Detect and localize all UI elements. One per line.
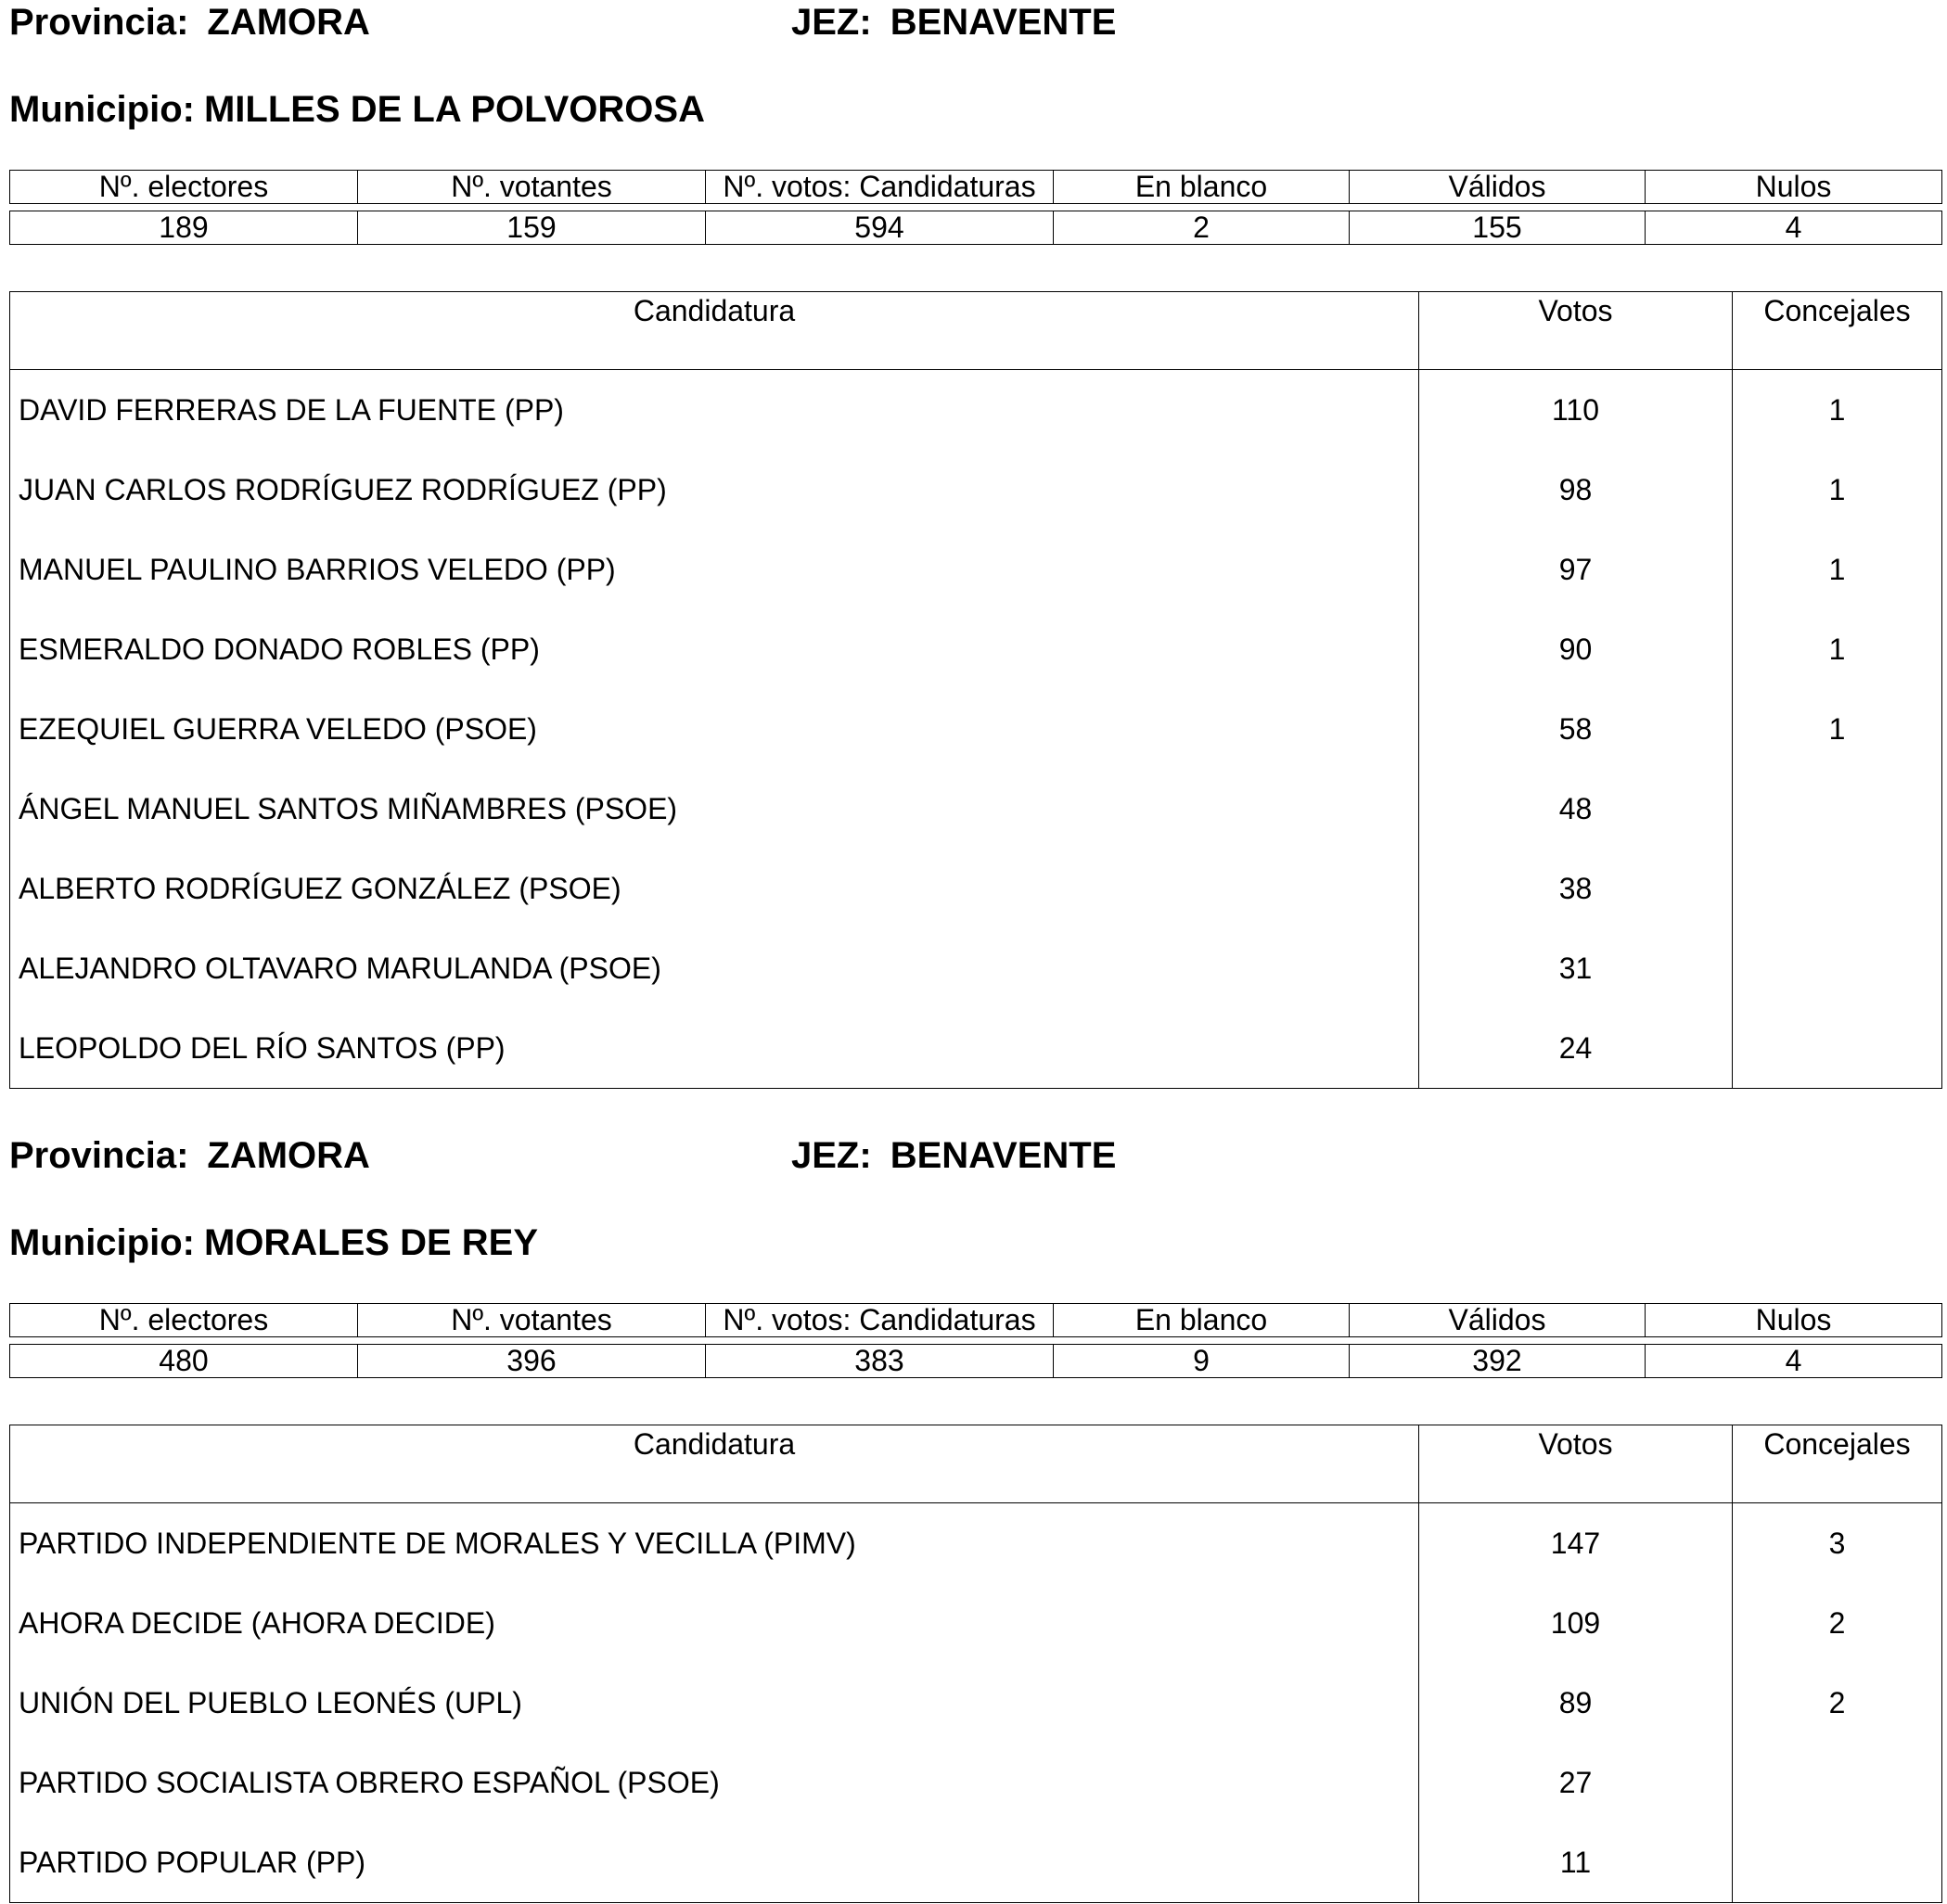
candidate-concejales: 1 (1733, 609, 1942, 689)
header-concejales: Concejales (1733, 292, 1942, 370)
candidates-header-row (10, 1425, 1942, 1503)
stats-value-row (10, 211, 1942, 245)
stats-table (9, 170, 1942, 204)
candidate-name: AHORA DECIDE (AHORA DECIDE) (10, 1583, 1419, 1663)
candidates-table (9, 291, 1942, 1089)
candidate-name: DAVID FERRERAS DE LA FUENTE (PP) (10, 370, 1419, 451)
municipio-section-1 (9, 0, 1941, 1085)
candidate-name: EZEQUIEL GUERRA VELEDO (PSOE) (10, 689, 1419, 769)
candidate-name: ÁNGEL MANUEL SANTOS MIÑAMBRES (PSOE) (10, 769, 1419, 849)
candidate-name: LEOPOLDO DEL RÍO SANTOS (PP) (10, 1008, 1419, 1089)
candidate-concejales (1733, 849, 1942, 928)
header-candidatura: Candidatura (10, 1425, 1419, 1503)
stats-value-nulos: 4 (1646, 1345, 1942, 1378)
candidate-votos: 90 (1419, 609, 1733, 689)
candidate-votos: 11 (1419, 1822, 1733, 1903)
candidate-name: ALEJANDRO OLTAVARO MARULANDA (PSOE) (10, 928, 1419, 1008)
municipio-heading (9, 87, 705, 132)
jez-heading (791, 1133, 1116, 1178)
table-row (10, 1008, 1942, 1089)
stats-values-table (9, 1344, 1942, 1378)
jez-label: JEZ: (791, 1135, 872, 1176)
stats-header-votantes: Nº. votantes (358, 171, 706, 204)
stats-value-en-blanco: 2 (1054, 211, 1350, 245)
jez-heading (791, 0, 1116, 45)
candidate-name: MANUEL PAULINO BARRIOS VELEDO (PP) (10, 530, 1419, 609)
municipio-label: Municipio: (9, 89, 195, 130)
stats-header-votos-candidaturas: Nº. votos: Candidaturas (706, 1304, 1054, 1337)
stats-value-electores: 189 (10, 211, 358, 245)
candidate-concejales: 1 (1733, 450, 1942, 530)
stats-header-en-blanco: En blanco (1054, 171, 1350, 204)
stats-value-electores: 480 (10, 1345, 358, 1378)
candidate-concejales: 1 (1733, 689, 1942, 769)
table-row (10, 1743, 1942, 1822)
stats-value-votantes: 159 (358, 211, 706, 245)
provincia-value: ZAMORA (207, 2, 370, 43)
stats-values-table (9, 211, 1942, 245)
stats-value-nulos: 4 (1646, 211, 1942, 245)
candidate-name: PARTIDO INDEPENDIENTE DE MORALES Y VECILLA (PIMV) (10, 1503, 1419, 1584)
stats-header-nulos: Nulos (1646, 171, 1942, 204)
table-row (10, 769, 1942, 849)
provincia-heading (9, 0, 370, 45)
candidate-votos: 97 (1419, 530, 1733, 609)
candidate-votos: 109 (1419, 1583, 1733, 1663)
table-row (10, 1503, 1942, 1584)
stats-header-row (10, 171, 1942, 204)
provincia-value: ZAMORA (207, 1135, 370, 1176)
table-row (10, 1663, 1942, 1743)
table-row (10, 609, 1942, 689)
candidate-concejales (1733, 928, 1942, 1008)
candidate-concejales: 1 (1733, 530, 1942, 609)
stats-header-validos: Válidos (1350, 1304, 1646, 1337)
stats-value-row (10, 1345, 1942, 1378)
candidate-concejales (1733, 1822, 1942, 1903)
jez-value: BENAVENTE (890, 1135, 1117, 1176)
stats-value-votantes: 396 (358, 1345, 706, 1378)
stats-table (9, 1303, 1942, 1337)
candidate-name: PARTIDO POPULAR (PP) (10, 1822, 1419, 1903)
stats-value-validos: 392 (1350, 1345, 1646, 1378)
municipio-value: MORALES DE REY (203, 1222, 539, 1263)
stats-value-votos-candidaturas: 383 (706, 1345, 1054, 1378)
table-row (10, 530, 1942, 609)
candidate-name: ESMERALDO DONADO ROBLES (PP) (10, 609, 1419, 689)
stats-header-votantes: Nº. votantes (358, 1304, 706, 1337)
table-row (10, 370, 1942, 451)
stats-value-votos-candidaturas: 594 (706, 211, 1054, 245)
provincia-label: Provincia: (9, 1135, 189, 1176)
municipio-value: MILLES DE LA POLVOROSA (203, 89, 705, 130)
provincia-label: Provincia: (9, 2, 189, 43)
candidate-name: PARTIDO SOCIALISTA OBRERO ESPAÑOL (PSOE) (10, 1743, 1419, 1822)
candidate-concejales (1733, 769, 1942, 849)
table-row (10, 1583, 1942, 1663)
stats-header-validos: Válidos (1350, 171, 1646, 204)
candidate-name: ALBERTO RODRÍGUEZ GONZÁLEZ (PSOE) (10, 849, 1419, 928)
header-votos: Votos (1419, 292, 1733, 370)
jez-value: BENAVENTE (890, 2, 1117, 43)
stats-value-en-blanco: 9 (1054, 1345, 1350, 1378)
candidate-votos: 58 (1419, 689, 1733, 769)
candidate-votos: 147 (1419, 1503, 1733, 1584)
stats-header-nulos: Nulos (1646, 1304, 1942, 1337)
table-row (10, 1822, 1942, 1903)
candidate-votos: 31 (1419, 928, 1733, 1008)
header-concejales: Concejales (1733, 1425, 1942, 1503)
candidates-header-row (10, 292, 1942, 370)
municipio-heading (9, 1220, 538, 1265)
candidate-concejales (1733, 1743, 1942, 1822)
municipio-section-2 (9, 1133, 1941, 1903)
candidate-votos: 110 (1419, 370, 1733, 451)
stats-header-row (10, 1304, 1942, 1337)
table-row (10, 689, 1942, 769)
stats-header-electores: Nº. electores (10, 1304, 358, 1337)
candidate-votos: 48 (1419, 769, 1733, 849)
candidate-concejales (1733, 1008, 1942, 1089)
header-candidatura: Candidatura (10, 292, 1419, 370)
table-row (10, 450, 1942, 530)
table-row (10, 928, 1942, 1008)
candidates-table (9, 1425, 1942, 1903)
candidate-concejales: 3 (1733, 1503, 1942, 1584)
candidate-votos: 24 (1419, 1008, 1733, 1089)
candidate-name: UNIÓN DEL PUEBLO LEONÉS (UPL) (10, 1663, 1419, 1743)
jez-label: JEZ: (791, 2, 872, 43)
stats-header-votos-candidaturas: Nº. votos: Candidaturas (706, 171, 1054, 204)
candidate-concejales: 2 (1733, 1663, 1942, 1743)
candidate-concejales: 2 (1733, 1583, 1942, 1663)
stats-header-en-blanco: En blanco (1054, 1304, 1350, 1337)
candidate-votos: 89 (1419, 1663, 1733, 1743)
provincia-heading (9, 1133, 370, 1178)
candidate-votos: 38 (1419, 849, 1733, 928)
candidate-votos: 27 (1419, 1743, 1733, 1822)
stats-value-validos: 155 (1350, 211, 1646, 245)
header-votos: Votos (1419, 1425, 1733, 1503)
table-row (10, 849, 1942, 928)
candidate-concejales: 1 (1733, 370, 1942, 451)
candidate-name: JUAN CARLOS RODRÍGUEZ RODRÍGUEZ (PP) (10, 450, 1419, 530)
stats-header-electores: Nº. electores (10, 171, 358, 204)
municipio-label: Municipio: (9, 1222, 195, 1263)
candidate-votos: 98 (1419, 450, 1733, 530)
